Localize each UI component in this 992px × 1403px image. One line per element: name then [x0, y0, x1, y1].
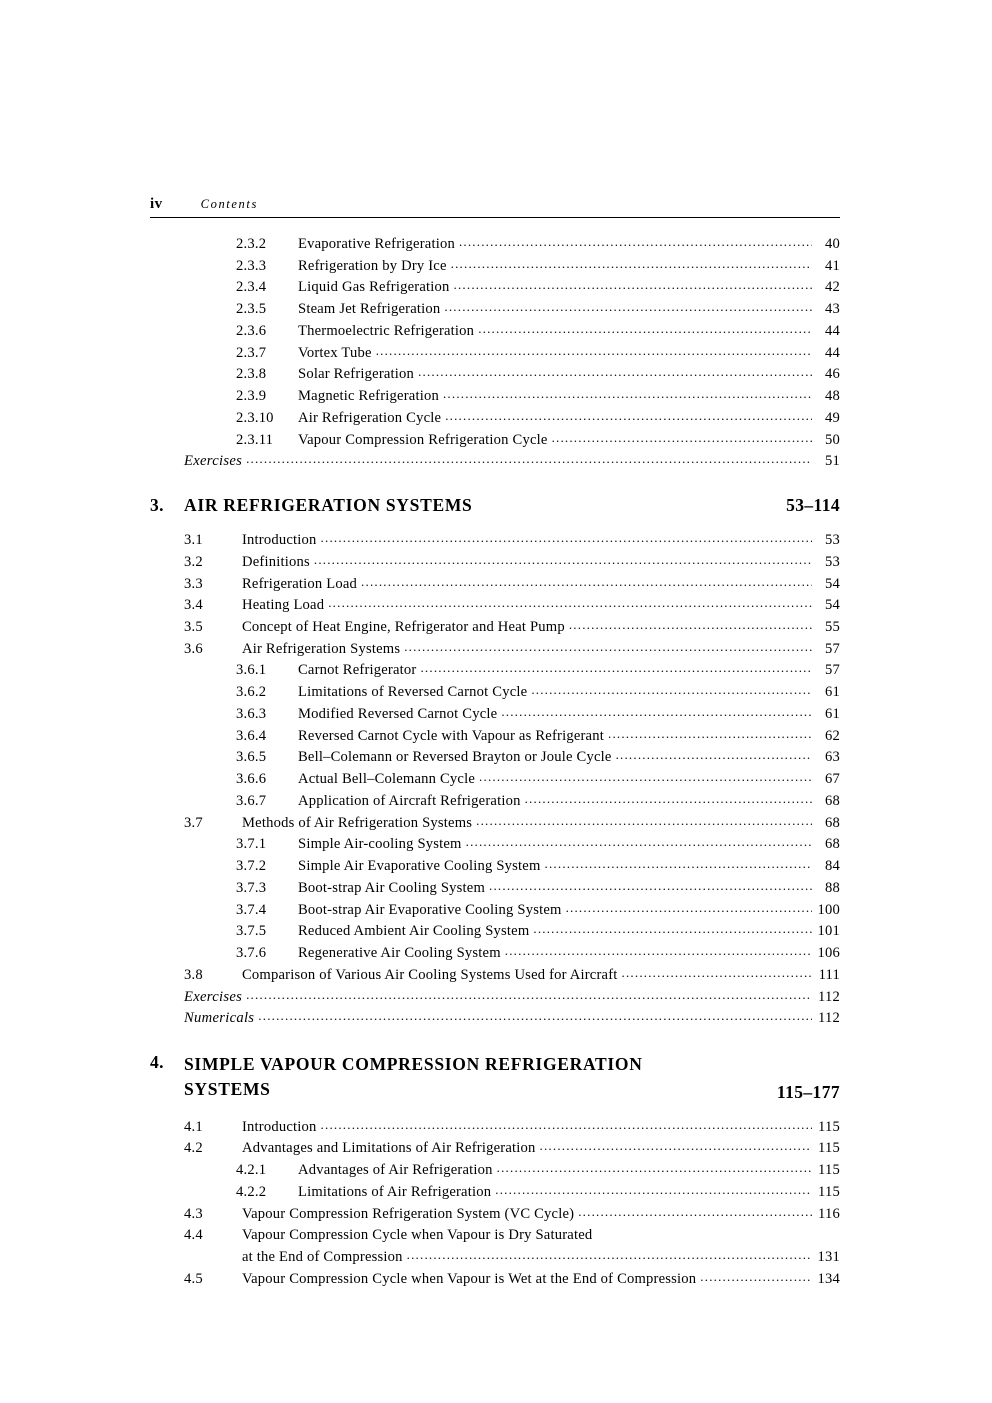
dot-leader	[700, 1267, 812, 1286]
toc-entry[interactable]	[150, 574, 840, 596]
entry-number: 3.6.7	[236, 792, 267, 809]
entry-page: 115	[818, 1140, 840, 1157]
entry-number: 3.7.5	[236, 923, 267, 940]
entry-page: 101	[817, 923, 840, 940]
entry-page: 111	[818, 966, 840, 983]
dot-leader	[420, 658, 812, 677]
dot-leader	[376, 341, 812, 360]
dot-leader	[501, 702, 812, 721]
entry-title-line2: at the End of Compression	[242, 1249, 403, 1266]
entry-number: 4.4	[184, 1227, 203, 1244]
chapter-title	[184, 1052, 777, 1103]
toc-entry[interactable]	[150, 321, 840, 343]
dot-leader	[495, 1180, 812, 1199]
entry-title: Concept of Heat Engine, Refrigerator and Heat Pump	[242, 619, 565, 636]
dot-leader	[361, 572, 812, 591]
entry-page: 57	[825, 662, 840, 679]
dot-leader	[407, 1245, 812, 1264]
dot-leader	[478, 319, 812, 338]
dot-leader	[569, 615, 812, 634]
dot-leader	[525, 789, 812, 808]
dot-leader	[505, 941, 812, 960]
entry-page: 88	[825, 879, 840, 896]
entry-number: 3.6.2	[236, 684, 267, 701]
entry-title: Advantages of Air Refrigeration	[298, 1162, 493, 1179]
entry-page: 67	[825, 771, 840, 788]
dot-leader	[489, 876, 812, 895]
entry-title: Limitations of Reversed Carnot Cycle	[298, 684, 528, 701]
dot-leader	[418, 362, 812, 381]
entry-title: Carnot Refrigerator	[298, 662, 417, 679]
entry-page: 48	[825, 388, 840, 405]
toc-entry-exercises[interactable]	[150, 451, 840, 473]
entry-number: 3.6	[184, 640, 203, 657]
entry-number: 2.3.11	[236, 431, 274, 448]
entry-title: Simple Air-cooling System	[298, 836, 462, 853]
entry-page: 43	[825, 301, 840, 318]
toc-entry-numericals[interactable]	[150, 1008, 840, 1030]
entry-page: 115	[818, 1183, 840, 1200]
entry-number: 3.3	[184, 575, 203, 592]
entry-number: 3.5	[184, 619, 203, 636]
toc-entry[interactable]	[150, 1182, 840, 1204]
entry-title: Methods of Air Refrigeration Systems	[242, 814, 473, 831]
entry-number: 2.3.4	[236, 279, 267, 296]
toc-entry[interactable]	[150, 1269, 840, 1291]
entry-title: Air Refrigeration Systems	[242, 640, 401, 657]
entry-number: 3.7.3	[236, 879, 267, 896]
entry-number: 4.5	[184, 1270, 203, 1287]
chapter-heading-3[interactable]	[150, 495, 840, 516]
dot-leader	[479, 767, 812, 786]
entry-page: 54	[825, 575, 840, 592]
entry-page: 131	[817, 1249, 840, 1266]
entry-number: 2.3.7	[236, 344, 267, 361]
toc-entry[interactable]	[150, 769, 840, 791]
chapter-page-range: 53–114	[786, 495, 840, 516]
entry-title: Vapour Compression Cycle when Vapour is Wet at the End of Compression	[242, 1270, 697, 1287]
dot-leader	[531, 680, 812, 699]
dot-leader	[321, 528, 812, 547]
toc-entry[interactable]	[150, 364, 840, 386]
entry-title: Introduction	[242, 532, 317, 549]
entry-title: Introduction	[242, 1118, 317, 1135]
entry-page: 100	[817, 901, 840, 918]
entry-number: 2.3.9	[236, 388, 267, 405]
dot-leader	[258, 1006, 812, 1025]
toc-list-chapter3	[150, 530, 840, 1030]
dot-leader	[533, 919, 812, 938]
entry-title: Advantages and Limitations of Air Refrigeration	[242, 1140, 536, 1157]
entry-title: Simple Air Evaporative Cooling System	[298, 858, 541, 875]
entry-number: 2.3.3	[236, 257, 267, 274]
dot-leader	[314, 550, 812, 569]
entry-page: 40	[825, 236, 840, 252]
toc-entry[interactable]	[150, 900, 840, 922]
toc-entry[interactable]	[150, 343, 840, 365]
entry-page: 50	[825, 431, 840, 448]
entry-page: 116	[818, 1205, 840, 1222]
toc-list-chapter2	[150, 234, 840, 473]
toc-entry[interactable]	[150, 943, 840, 965]
entry-title: Refrigeration by Dry Ice	[298, 257, 447, 274]
entry-number: 3.6.3	[236, 705, 267, 722]
entry-title: Vortex Tube	[298, 344, 372, 361]
entry-page: 41	[825, 257, 840, 274]
entry-title: Heating Load	[242, 597, 325, 614]
entry-title: Bell–Colemann or Reversed Brayton or Joule Cycle	[298, 749, 612, 766]
toc-entry[interactable]	[150, 256, 840, 278]
entry-page: 44	[825, 344, 840, 361]
entry-number: 3.7.2	[236, 858, 267, 875]
toc-entry[interactable]	[150, 682, 840, 704]
toc-entry[interactable]	[150, 1160, 840, 1182]
entry-number: 4.1	[184, 1118, 203, 1135]
toc-entry-exercises[interactable]	[150, 987, 840, 1009]
entry-page: 61	[825, 705, 840, 722]
toc-entry[interactable]	[150, 813, 840, 835]
dot-leader	[540, 1136, 812, 1155]
toc-entry[interactable]	[150, 530, 840, 552]
entry-page: 134	[817, 1270, 840, 1287]
entry-title: Limitations of Air Refrigeration	[298, 1183, 492, 1200]
entry-title: Regenerative Air Cooling System	[298, 945, 501, 962]
entry-title: Vapour Compression Refrigeration System (VC Cycle)	[242, 1205, 575, 1222]
toc-entry[interactable]	[150, 639, 840, 661]
dot-leader	[497, 1158, 812, 1177]
toc-entry[interactable]	[150, 617, 840, 639]
chapter-title-line2: SYSTEMS	[184, 1079, 271, 1100]
entry-title-line1: Vapour Compression Cycle when Vapour is Dry Saturated	[242, 1227, 593, 1244]
toc-entry[interactable]	[150, 430, 840, 452]
entry-page: 49	[825, 409, 840, 426]
chapter-title: AIR REFRIGERATION SYSTEMS	[184, 495, 473, 516]
toc-content	[150, 196, 840, 1291]
dot-leader	[578, 1202, 812, 1221]
entry-number: 3.6.6	[236, 771, 267, 788]
toc-entry[interactable]	[150, 921, 840, 943]
entry-title: Vapour Compression Refrigeration Cycle	[298, 431, 548, 448]
chapter-heading-4[interactable]	[150, 1052, 840, 1103]
dot-leader	[616, 745, 812, 764]
toc-entry[interactable]	[150, 747, 840, 769]
entry-page: 51	[825, 453, 840, 470]
entry-page: 46	[825, 366, 840, 383]
dot-leader	[328, 593, 812, 612]
chapter-title-line1: SIMPLE VAPOUR COMPRESSION REFRIGERATION	[184, 1053, 643, 1074]
dot-leader	[608, 724, 812, 743]
entry-title: Magnetic Refrigeration	[298, 388, 439, 405]
toc-entry[interactable]	[150, 660, 840, 682]
dot-leader	[622, 963, 812, 982]
toc-entry[interactable]	[150, 878, 840, 900]
entry-page: 42	[825, 279, 840, 296]
entry-title: Air Refrigeration Cycle	[298, 409, 442, 426]
entry-number: 3.2	[184, 553, 203, 570]
entry-title: Definitions	[242, 553, 310, 570]
toc-entry[interactable]	[150, 277, 840, 299]
entry-title: Actual Bell–Colemann Cycle	[298, 771, 476, 788]
dot-leader	[445, 406, 812, 425]
toc-entry[interactable]	[150, 726, 840, 748]
entry-title: Boot-strap Air Cooling System	[298, 879, 486, 896]
entry-page: 54	[825, 597, 840, 614]
entry-number: 3.7.1	[236, 836, 267, 853]
entry-page: 63	[825, 749, 840, 766]
entry-title: Reduced Ambient Air Cooling System	[298, 923, 530, 940]
entry-number: 3.7.6	[236, 945, 267, 962]
entry-number: 3.4	[184, 597, 203, 614]
entry-page: 112	[818, 988, 840, 1005]
running-head	[150, 196, 840, 218]
entry-title: Liquid Gas Refrigeration	[298, 279, 450, 296]
dot-leader	[443, 384, 812, 403]
entry-number: 4.2.2	[236, 1183, 267, 1200]
toc-entry[interactable]	[150, 704, 840, 726]
chapter-number: 3.	[150, 495, 164, 516]
entry-title: Thermoelectric Refrigeration	[298, 322, 475, 339]
entry-number: 2.3.6	[236, 322, 267, 339]
entry-page: 68	[825, 792, 840, 809]
entry-number: 2.3.5	[236, 301, 267, 318]
entry-number: 3.7.4	[236, 901, 267, 918]
dot-leader	[451, 254, 812, 273]
entry-title: Exercises	[184, 453, 243, 470]
entry-title: Modified Reversed Carnot Cycle	[298, 705, 498, 722]
dot-leader	[246, 449, 812, 468]
entry-number: 3.1	[184, 532, 203, 549]
toc-entry[interactable]	[150, 595, 840, 617]
entry-number: 4.3	[184, 1205, 203, 1222]
toc-entry[interactable]	[150, 234, 840, 256]
entry-title: Refrigeration Load	[242, 575, 358, 592]
entry-title: Reversed Carnot Cycle with Vapour as Refrigerant	[298, 727, 604, 744]
entry-page: 53	[825, 532, 840, 549]
entry-number: 3.6.1	[236, 662, 267, 679]
dot-leader	[466, 832, 812, 851]
entry-page: 115	[818, 1118, 840, 1135]
entry-page: 84	[825, 858, 840, 875]
entry-number: 3.8	[184, 966, 203, 983]
entry-number: 3.6.4	[236, 727, 267, 744]
toc-entry-wrapped-second-line[interactable]	[150, 1247, 840, 1269]
dot-leader	[552, 428, 812, 447]
toc-entry[interactable]	[150, 1204, 840, 1226]
entry-title: Comparison of Various Air Cooling Systems Used for Aircraft	[242, 966, 618, 983]
dot-leader	[545, 854, 812, 873]
toc-entry[interactable]	[150, 791, 840, 813]
toc-entry[interactable]	[150, 408, 840, 430]
entry-number: 2.3.10	[236, 409, 274, 426]
entry-page: 115	[818, 1162, 840, 1179]
dot-leader	[321, 1115, 812, 1134]
dot-leader	[566, 898, 812, 917]
entry-number: 4.2	[184, 1140, 203, 1157]
entry-number: 4.2.1	[236, 1162, 267, 1179]
page-folio: iv	[150, 196, 163, 212]
dot-leader	[246, 985, 812, 1004]
entry-title: Numericals	[184, 1010, 255, 1027]
dot-leader	[454, 275, 812, 294]
entry-title: Solar Refrigeration	[298, 366, 415, 383]
entry-page: 68	[825, 814, 840, 831]
entry-number: 3.6.5	[236, 749, 267, 766]
entry-page: 62	[825, 727, 840, 744]
toc-entry[interactable]	[150, 1138, 840, 1160]
entry-page: 112	[818, 1010, 840, 1027]
entry-page: 44	[825, 322, 840, 339]
toc-entry[interactable]	[150, 834, 840, 856]
entry-title: Exercises	[184, 988, 243, 1005]
entry-page: 61	[825, 684, 840, 701]
entry-page: 53	[825, 553, 840, 570]
toc-entry[interactable]	[150, 299, 840, 321]
entry-title: Boot-strap Air Evaporative Cooling System	[298, 901, 562, 918]
running-head-title: Contents	[200, 197, 258, 211]
entry-page: 106	[817, 945, 840, 962]
toc-entry-wrapped-first-line[interactable]	[150, 1225, 840, 1247]
toc-entry[interactable]	[150, 1117, 840, 1139]
dot-leader	[444, 297, 812, 316]
entry-number: 2.3.2	[236, 236, 267, 252]
entry-number: 3.7	[184, 814, 203, 831]
toc-list-chapter4	[150, 1117, 840, 1291]
toc-entry[interactable]	[150, 386, 840, 408]
toc-entry[interactable]	[150, 856, 840, 878]
entry-page: 68	[825, 836, 840, 853]
entry-number: 2.3.8	[236, 366, 267, 383]
toc-entry[interactable]	[150, 965, 840, 987]
entry-page: 55	[825, 619, 840, 636]
toc-entry[interactable]	[150, 552, 840, 574]
chapter-number: 4.	[150, 1051, 164, 1072]
entry-title: Steam Jet Refrigeration	[298, 301, 441, 318]
dot-leader	[476, 811, 812, 830]
chapter-page-range: 115–177	[776, 1081, 840, 1102]
entry-title: Application of Aircraft Refrigeration	[298, 792, 521, 809]
entry-title: Evaporative Refrigeration	[298, 236, 455, 252]
dot-leader	[459, 232, 812, 251]
dot-leader	[404, 637, 812, 656]
entry-page: 57	[825, 640, 840, 657]
